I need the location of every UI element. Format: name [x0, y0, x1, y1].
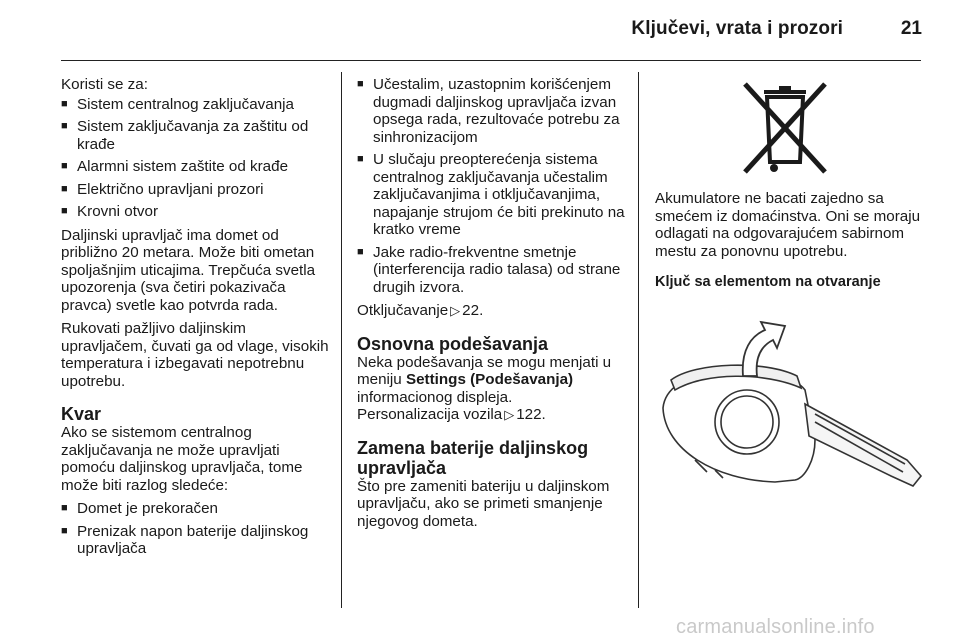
page-number: 21 — [900, 18, 922, 39]
care-paragraph: Rukovati pažljivo daljinskim upravljačem, čuvati ga od vlage, visokih temperatura i izbegavati nepotrebnu upotrebu. — [61, 320, 329, 390]
column-divider-2 — [638, 72, 639, 608]
personalization-label: Personalizacija vozila — [357, 406, 503, 423]
page-header — [0, 0, 960, 62]
list-item: ■ Električno upravljani prozori — [61, 181, 333, 199]
key-heading: Ključ sa elementom na otvaranje — [655, 274, 881, 290]
header-rule — [61, 60, 921, 61]
basic-settings-text-2: informacionog displeja. — [357, 388, 513, 406]
column-3 — [655, 76, 925, 520]
basic-settings-heading: Osnovna podešavanja — [357, 333, 549, 354]
uses-intro: Koristi se za: — [61, 76, 148, 93]
triangle-right-icon: ▷ — [504, 407, 515, 422]
list-item: ■ Učestalim, uzastopnim korišćenjem dugmadi daljinskog upravljača izvan opsega rada, rezultovaće potrebu za sinhronizacijom — [357, 76, 627, 146]
unlock-reference[interactable] — [357, 302, 627, 320]
page-title: Ključevi, vrata i prozori — [631, 18, 843, 39]
basic-settings-text-1: Neka podešavanja se mogu menjati u meniju — [357, 353, 612, 388]
unlock-ref-page: 22. — [462, 302, 484, 319]
list-item: ■ Sistem zaključavanja za zaštitu od krađe — [61, 118, 333, 153]
fault-paragraph: Ako se sistemom centralnog zaključavanja ne može upravljati pomoću daljinskog upravljača, tome može biti razlog sledeće: — [61, 424, 303, 494]
personalization-reference[interactable] — [357, 406, 546, 423]
personalization-page: 122. — [516, 406, 546, 423]
column-1 — [61, 76, 333, 564]
triangle-right-icon: ▷ — [450, 303, 461, 318]
list-item: ■ Jake radio-frekventne smetnje (interferencija radio talasa) od strane drugih izvora. — [357, 244, 627, 297]
key-battery-illustration — [655, 310, 923, 520]
basic-settings-paragraph — [357, 354, 627, 424]
uses-list — [61, 96, 333, 221]
battery-paragraph: Što pre zameniti bateriju u daljinskom upravljaču, ako se primeti smanjenje njegovog dometa. — [357, 477, 610, 530]
footer-watermark: carmanualsonline.info — [676, 616, 875, 638]
list-item: ■ U slučaju preopterećenja sistema centralnog zaključavanja učestalim zaključavanjima i otključavanjima, napajanje strujom će biti prekinuto na kratko vreme — [357, 151, 627, 239]
list-item: ■ Domet je prekoračen — [61, 500, 333, 518]
column-divider-1 — [341, 72, 342, 608]
crossed-out-bin-icon — [737, 76, 833, 180]
fault-heading: Kvar — [61, 404, 102, 424]
list-item: ■ Krovni otvor — [61, 203, 333, 221]
list-item: ■ Prenizak napon baterije daljinskog upravljača — [61, 523, 333, 558]
battery-heading: Zamena baterije daljinskog upravljača — [357, 437, 589, 478]
unlock-ref-label: Otključavanje — [357, 302, 449, 319]
disposal-paragraph: Akumulatore ne bacati zajedno sa smećem iz domaćinstva. Oni se moraju odlagati na odgovarajućem sabirnom mestu za ponovnu upotrebu. — [655, 190, 921, 260]
settings-menu-name: Settings (Podešavanja) — [405, 371, 574, 388]
fault-causes-list — [61, 500, 333, 558]
list-item: ■ Sistem centralnog zaključavanja — [61, 96, 333, 114]
range-paragraph: Daljinski upravljač ima domet od približno 20 metara. Može biti ometan spoljašnjim uticajima. Trepčuća svetla upozorenja (sva četiri pokazivača pravca) svetle kao potvrda rada. — [61, 226, 316, 314]
fault-causes-list-cont — [357, 76, 627, 296]
list-item: ■ Alarmni sistem zaštite od krađe — [61, 158, 333, 176]
column-2 — [357, 76, 627, 536]
